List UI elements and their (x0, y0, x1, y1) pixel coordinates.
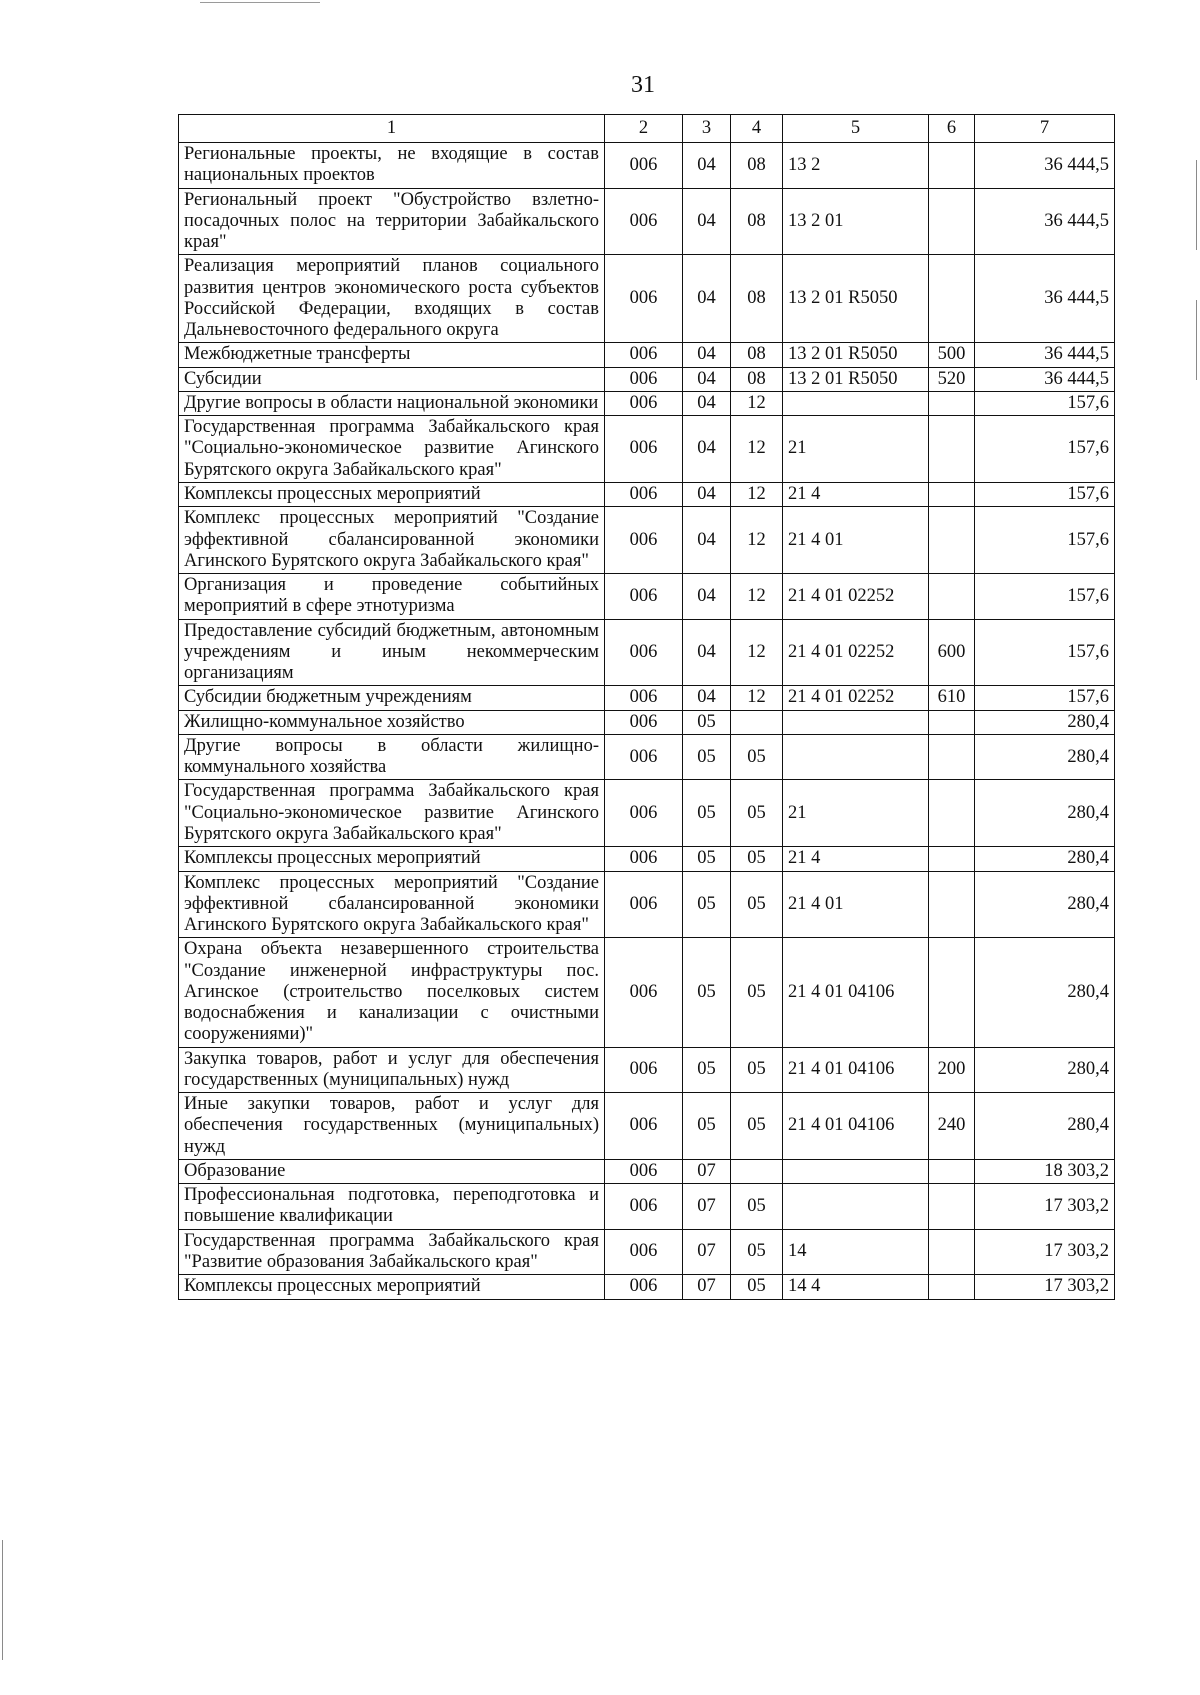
table-row (179, 1093, 1115, 1160)
row-expense-type: 520 (929, 367, 975, 391)
column-header-amount: 7 (975, 115, 1115, 143)
row-expense-type (929, 143, 975, 189)
table-row (179, 391, 1115, 415)
row-name: Комплексы процессных мероприятий (179, 847, 605, 871)
row-target-article: 13 2 01 R5050 (783, 255, 929, 343)
table-row (179, 619, 1115, 686)
column-header-department: 2 (605, 115, 683, 143)
row-name: Организация и проведение событийных мероприятий в сфере этнотуризма (179, 574, 605, 620)
row-department-code: 006 (605, 367, 683, 391)
row-expense-type (929, 416, 975, 483)
row-subsection-code: 05 (731, 1275, 783, 1299)
scan-edge-line (200, 2, 320, 3)
row-department-code: 006 (605, 938, 683, 1047)
row-subsection-code: 05 (731, 871, 783, 938)
row-department-code: 006 (605, 871, 683, 938)
row-name: Комплексы процессных мероприятий (179, 1275, 605, 1299)
column-header-target-article: 5 (783, 115, 929, 143)
row-target-article: 13 2 01 R5050 (783, 367, 929, 391)
row-department-code: 006 (605, 619, 683, 686)
row-subsection-code: 08 (731, 188, 783, 255)
table-row (179, 1047, 1115, 1093)
row-subsection-code: 08 (731, 367, 783, 391)
row-amount: 280,4 (975, 871, 1115, 938)
table-row (179, 1159, 1115, 1183)
row-amount: 157,6 (975, 619, 1115, 686)
row-amount: 280,4 (975, 710, 1115, 734)
row-subsection-code (731, 710, 783, 734)
row-section-code: 07 (683, 1275, 731, 1299)
row-subsection-code: 05 (731, 1047, 783, 1093)
column-header-expense-type: 6 (929, 115, 975, 143)
row-target-article: 21 4 01 04106 (783, 1093, 929, 1160)
row-subsection-code: 08 (731, 255, 783, 343)
row-name: Другие вопросы в области национальной экономики (179, 391, 605, 415)
row-amount: 36 444,5 (975, 188, 1115, 255)
row-target-article: 21 4 01 04106 (783, 1047, 929, 1093)
row-section-code: 04 (683, 188, 731, 255)
row-section-code: 04 (683, 686, 731, 710)
row-section-code: 04 (683, 391, 731, 415)
row-section-code: 04 (683, 143, 731, 189)
table-row (179, 367, 1115, 391)
row-expense-type (929, 188, 975, 255)
table-row (179, 255, 1115, 343)
row-department-code: 006 (605, 1275, 683, 1299)
row-name: Образование (179, 1159, 605, 1183)
row-name: Региональный проект "Обустройство взлетно-посадочных полос на территории Забайкальского края" (179, 188, 605, 255)
row-target-article: 21 4 01 04106 (783, 938, 929, 1047)
row-department-code: 006 (605, 507, 683, 574)
row-amount: 17 303,2 (975, 1229, 1115, 1275)
scan-margin-mark (2, 1540, 3, 1660)
table-row (179, 780, 1115, 847)
row-expense-type (929, 734, 975, 780)
row-amount: 280,4 (975, 780, 1115, 847)
row-name: Субсидии (179, 367, 605, 391)
row-name: Комплекс процессных мероприятий "Создание эффективной сбалансированной экономики Агинского Бурятского округа Забайкальского края" (179, 871, 605, 938)
row-subsection-code: 05 (731, 1184, 783, 1230)
column-header-section: 3 (683, 115, 731, 143)
table-row (179, 847, 1115, 871)
row-section-code: 04 (683, 574, 731, 620)
row-department-code: 006 (605, 343, 683, 367)
row-expense-type (929, 255, 975, 343)
row-amount: 36 444,5 (975, 343, 1115, 367)
row-section-code: 07 (683, 1184, 731, 1230)
row-department-code: 006 (605, 780, 683, 847)
row-department-code: 006 (605, 188, 683, 255)
row-subsection-code (731, 1159, 783, 1183)
table-row (179, 143, 1115, 189)
row-amount: 157,6 (975, 416, 1115, 483)
row-target-article: 21 4 01 (783, 871, 929, 938)
row-target-article: 21 4 01 02252 (783, 686, 929, 710)
row-amount: 157,6 (975, 574, 1115, 620)
table-row (179, 1275, 1115, 1299)
row-name: Жилищно-коммунальное хозяйство (179, 710, 605, 734)
row-expense-type (929, 780, 975, 847)
row-target-article (783, 1184, 929, 1230)
row-section-code: 04 (683, 367, 731, 391)
row-department-code: 006 (605, 1184, 683, 1230)
row-expense-type (929, 482, 975, 506)
row-section-code: 05 (683, 1047, 731, 1093)
row-section-code: 05 (683, 871, 731, 938)
row-expense-type (929, 710, 975, 734)
row-name: Иные закупки товаров, работ и услуг для обеспечения государственных (муниципальных) нужд (179, 1093, 605, 1160)
row-section-code: 05 (683, 847, 731, 871)
row-subsection-code: 05 (731, 847, 783, 871)
row-subsection-code: 08 (731, 343, 783, 367)
row-expense-type: 240 (929, 1093, 975, 1160)
row-section-code: 05 (683, 1093, 731, 1160)
row-expense-type (929, 871, 975, 938)
row-expense-type (929, 507, 975, 574)
row-amount: 36 444,5 (975, 143, 1115, 189)
row-subsection-code: 05 (731, 780, 783, 847)
row-section-code: 05 (683, 734, 731, 780)
scan-margin-mark (1196, 160, 1197, 250)
row-expense-type: 610 (929, 686, 975, 710)
row-name: Охрана объекта незавершенного строительства "Создание инженерной инфраструктуры пос. Агинское (строительство поселковых систем водоснабжения и канализации с очистными сооружениями)" (179, 938, 605, 1047)
row-amount: 157,6 (975, 686, 1115, 710)
row-target-article: 13 2 (783, 143, 929, 189)
row-expense-type (929, 1159, 975, 1183)
row-department-code: 006 (605, 686, 683, 710)
table-row (179, 574, 1115, 620)
row-amount: 280,4 (975, 847, 1115, 871)
row-target-article (783, 391, 929, 415)
row-subsection-code: 12 (731, 686, 783, 710)
row-expense-type (929, 1229, 975, 1275)
row-section-code: 05 (683, 780, 731, 847)
page-number: 31 (631, 72, 655, 98)
row-amount: 280,4 (975, 734, 1115, 780)
row-amount: 17 303,2 (975, 1184, 1115, 1230)
row-subsection-code: 12 (731, 391, 783, 415)
row-expense-type (929, 938, 975, 1047)
row-department-code: 006 (605, 1159, 683, 1183)
row-section-code: 04 (683, 507, 731, 574)
row-name: Другие вопросы в области жилищно-коммунального хозяйства (179, 734, 605, 780)
table-row (179, 734, 1115, 780)
row-amount: 157,6 (975, 391, 1115, 415)
table-row (179, 1184, 1115, 1230)
row-target-article: 21 (783, 780, 929, 847)
row-amount: 36 444,5 (975, 367, 1115, 391)
row-subsection-code: 08 (731, 143, 783, 189)
row-target-article (783, 710, 929, 734)
table-body (179, 143, 1115, 1300)
row-name: Межбюджетные трансферты (179, 343, 605, 367)
budget-table (178, 114, 1115, 1300)
row-expense-type (929, 1184, 975, 1230)
row-target-article: 14 4 (783, 1275, 929, 1299)
row-subsection-code: 05 (731, 1093, 783, 1160)
row-department-code: 006 (605, 847, 683, 871)
row-amount: 17 303,2 (975, 1275, 1115, 1299)
row-target-article: 13 2 01 R5050 (783, 343, 929, 367)
row-subsection-code: 12 (731, 416, 783, 483)
row-department-code: 006 (605, 391, 683, 415)
table-row (179, 416, 1115, 483)
table-row (179, 1229, 1115, 1275)
row-target-article: 21 4 (783, 482, 929, 506)
row-subsection-code: 12 (731, 574, 783, 620)
row-department-code: 006 (605, 710, 683, 734)
row-subsection-code: 05 (731, 938, 783, 1047)
row-section-code: 04 (683, 619, 731, 686)
row-section-code: 04 (683, 416, 731, 483)
row-section-code: 05 (683, 938, 731, 1047)
row-expense-type (929, 391, 975, 415)
row-amount: 18 303,2 (975, 1159, 1115, 1183)
table-row (179, 482, 1115, 506)
table-header-row (179, 115, 1115, 143)
table-row (179, 710, 1115, 734)
row-department-code: 006 (605, 1229, 683, 1275)
row-department-code: 006 (605, 1093, 683, 1160)
column-header-subsection: 4 (731, 115, 783, 143)
row-department-code: 006 (605, 734, 683, 780)
row-amount: 36 444,5 (975, 255, 1115, 343)
row-expense-type: 600 (929, 619, 975, 686)
row-subsection-code: 05 (731, 734, 783, 780)
row-amount: 280,4 (975, 938, 1115, 1047)
row-expense-type (929, 847, 975, 871)
row-amount: 280,4 (975, 1047, 1115, 1093)
row-section-code: 07 (683, 1229, 731, 1275)
row-expense-type (929, 1275, 975, 1299)
row-name: Государственная программа Забайкальского края "Развитие образования Забайкальского края" (179, 1229, 605, 1275)
row-section-code: 07 (683, 1159, 731, 1183)
row-target-article: 21 4 01 02252 (783, 619, 929, 686)
row-target-article (783, 1159, 929, 1183)
row-name: Профессиональная подготовка, переподготовка и повышение квалификации (179, 1184, 605, 1230)
row-name: Комплексы процессных мероприятий (179, 482, 605, 506)
column-header-name: 1 (179, 115, 605, 143)
row-name: Реализация мероприятий планов социального развития центров экономического роста субъектов Российской Федерации, входящих в состав Дальневосточного федерального округа (179, 255, 605, 343)
row-target-article: 21 4 01 02252 (783, 574, 929, 620)
row-section-code: 04 (683, 482, 731, 506)
row-name: Государственная программа Забайкальского края "Социально-экономическое развитие Агинского Бурятского округа Забайкальского края" (179, 416, 605, 483)
table-row (179, 686, 1115, 710)
row-amount: 157,6 (975, 482, 1115, 506)
row-subsection-code: 12 (731, 482, 783, 506)
row-subsection-code: 12 (731, 507, 783, 574)
row-name: Государственная программа Забайкальского края "Социально-экономическое развитие Агинского Бурятского округа Забайкальского края" (179, 780, 605, 847)
row-section-code: 04 (683, 255, 731, 343)
row-name: Закупка товаров, работ и услуг для обеспечения государственных (муниципальных) нужд (179, 1047, 605, 1093)
row-target-article: 21 4 01 (783, 507, 929, 574)
row-subsection-code: 12 (731, 619, 783, 686)
row-expense-type (929, 574, 975, 620)
row-expense-type: 200 (929, 1047, 975, 1093)
scan-margin-mark (1196, 300, 1197, 380)
row-target-article: 13 2 01 (783, 188, 929, 255)
table-row (179, 871, 1115, 938)
row-section-code: 04 (683, 343, 731, 367)
row-expense-type: 500 (929, 343, 975, 367)
row-target-article: 21 4 (783, 847, 929, 871)
row-department-code: 006 (605, 574, 683, 620)
row-name: Региональные проекты, не входящие в состав национальных проектов (179, 143, 605, 189)
row-department-code: 006 (605, 416, 683, 483)
row-name: Комплекс процессных мероприятий "Создание эффективной сбалансированной экономики Агинского Бурятского округа Забайкальского края" (179, 507, 605, 574)
row-name: Предоставление субсидий бюджетным, автономным учреждениям и иным некоммерческим организациям (179, 619, 605, 686)
row-subsection-code: 05 (731, 1229, 783, 1275)
row-target-article (783, 734, 929, 780)
row-amount: 280,4 (975, 1093, 1115, 1160)
row-department-code: 006 (605, 255, 683, 343)
row-section-code: 05 (683, 710, 731, 734)
table-row (179, 938, 1115, 1047)
table-row (179, 188, 1115, 255)
row-amount: 157,6 (975, 507, 1115, 574)
row-department-code: 006 (605, 143, 683, 189)
row-department-code: 006 (605, 482, 683, 506)
row-target-article: 21 (783, 416, 929, 483)
row-target-article: 14 (783, 1229, 929, 1275)
table-row (179, 343, 1115, 367)
row-name: Субсидии бюджетным учреждениям (179, 686, 605, 710)
row-department-code: 006 (605, 1047, 683, 1093)
table-row (179, 507, 1115, 574)
